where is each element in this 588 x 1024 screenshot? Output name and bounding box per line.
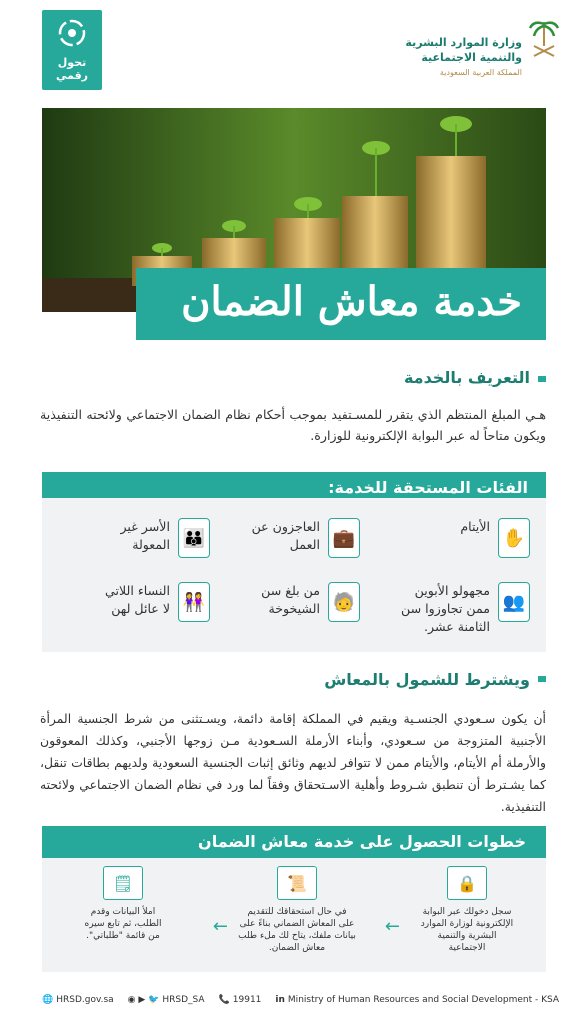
phone-icon: 📞 bbox=[218, 995, 230, 1005]
category-label: الأيتام bbox=[460, 519, 490, 534]
digital-transformation-icon bbox=[57, 18, 87, 48]
category-label: النساء اللاتي bbox=[105, 583, 170, 598]
category-women-without-provider bbox=[46, 582, 210, 648]
steps-title: خطوات الحصول على خدمة معاش الضمان bbox=[42, 826, 546, 858]
step-text: في حال استحقاقك للتقديم bbox=[247, 907, 347, 917]
briefcase-icon: 💼 bbox=[328, 518, 360, 558]
step-submit bbox=[58, 866, 188, 942]
header bbox=[0, 0, 588, 100]
footer-phone[interactable]: 📞 19911 bbox=[218, 995, 262, 1005]
step-text: البشرية والتنمية bbox=[437, 931, 497, 941]
women-icon: 👭 bbox=[178, 582, 210, 622]
globe-icon: 🌐 bbox=[42, 995, 54, 1005]
hands-icon: ✋ bbox=[498, 518, 530, 558]
intro-section-title: التعريف بالخدمة bbox=[403, 368, 530, 387]
digital-transformation-badge bbox=[42, 10, 102, 90]
categories-panel bbox=[42, 498, 546, 652]
category-label: من بلغ سن bbox=[261, 583, 320, 598]
step-text: الاجتماعية bbox=[448, 943, 486, 953]
step-text: معاش الضمان. bbox=[268, 943, 326, 953]
certificate-icon: 📜 bbox=[277, 866, 317, 900]
conditions-text: أن يكون سـعودي الجنسـية ويقيم في المملكة إقامة دائمة، ويسـتثنى من شرط الجنسية المرأة الأجنبية المتزوجة من سـعودي، وأبناء الأرملة السـعودية مـن زوجها الأجنبي، وكذلك المعوقون والأرملة أم الأيتام، والأيتام ممن لا تتوافر لديهم وثائق إثبات الجنسية السعودية ولديهم بطاقات تنقل، كما يشـترط أن تنطبق شـروط وأهلية الاسـتحقاق وفقاً لما ورد في نظام الضمان الاجتماعي ولائحته التنفيذية. bbox=[40, 711, 546, 814]
category-label: الثامنة عشر. bbox=[424, 619, 490, 634]
category-label: ممن تجاوزوا سن bbox=[401, 601, 490, 616]
category-unknown-parents bbox=[366, 582, 530, 648]
intro-text: هـي المبلغ المنتظم الذي يتقرر للمسـتفيد بموجب أحكام نظام الضمان الاجتماعي ولائحته التنفيذية ويكون متاحاً له عبر البوابة الإلكترونية للوزارة. bbox=[40, 407, 546, 443]
category-label: الأسر غير bbox=[120, 519, 170, 534]
footer bbox=[42, 990, 560, 1010]
steps-panel bbox=[42, 858, 546, 972]
ministry-name-line-2: والتنمية الاجتماعية bbox=[421, 51, 522, 64]
step-text: على المعاش الضماني بناءً على bbox=[239, 919, 355, 929]
lock-icon: 🔒 bbox=[447, 866, 487, 900]
intro-accent-bar bbox=[538, 376, 546, 382]
category-label: العمل bbox=[289, 537, 320, 552]
footer-website[interactable]: 🌐 HRSD.gov.sa bbox=[42, 995, 114, 1005]
step-login bbox=[402, 866, 532, 954]
category-label: مجهولو الأبوين bbox=[414, 583, 490, 598]
category-orphans bbox=[366, 518, 530, 584]
ministry-name-line-1: وزارة الموارد البشرية bbox=[405, 36, 522, 49]
category-label: الشيخوخة bbox=[268, 601, 320, 616]
hero-title: خدمة معاش الضمان bbox=[136, 268, 546, 340]
badge-line-1: تحول bbox=[57, 56, 87, 69]
linkedin-icon: in bbox=[275, 995, 285, 1005]
category-label: العاجزون عن bbox=[251, 519, 320, 534]
step-text: الإلكترونية لوزارة الموارد bbox=[420, 919, 514, 929]
ministry-logo-block bbox=[402, 16, 562, 86]
badge-line-2: رقمي bbox=[55, 69, 89, 82]
step-eligibility bbox=[232, 866, 362, 954]
conditions-section-title: ويشترط للشمول بالمعاش bbox=[324, 670, 530, 689]
step-text: سجل دخولك عبر البوابة bbox=[422, 907, 512, 917]
category-unable-to-work bbox=[196, 518, 360, 584]
palm-emblem-icon bbox=[526, 16, 562, 64]
social-media-icon: ◉ ▶ 🐦 bbox=[127, 995, 160, 1005]
category-elderly bbox=[196, 582, 360, 648]
kingdom-name: المملكة العربية السعودية bbox=[439, 68, 522, 77]
elderly-icon: 🧓 bbox=[328, 582, 360, 622]
arrow-left-icon: ← bbox=[212, 916, 228, 937]
category-label: المعولة bbox=[132, 537, 170, 552]
people-icon: 👥 bbox=[498, 582, 530, 622]
footer-social[interactable]: ◉ ▶ 🐦 HRSD_SA bbox=[127, 995, 205, 1005]
step-text: من قائمة "طلباتي". bbox=[86, 931, 160, 941]
conditions-accent-bar bbox=[538, 676, 546, 682]
categories-title: الفئات المستحقة للخدمة: bbox=[42, 472, 546, 504]
step-text: الطلب، ثم تابع سيره bbox=[84, 919, 162, 929]
category-label: لا عائل لهن bbox=[111, 601, 170, 616]
step-text: املأ البيانات وقدم bbox=[90, 907, 156, 917]
step-text: بيانات ملفك، يتاح لك ملء طلب bbox=[238, 931, 356, 941]
arrow-left-icon: ← bbox=[384, 916, 400, 937]
family-icon: 👪 bbox=[178, 518, 210, 558]
form-icon: 🗒 bbox=[103, 866, 143, 900]
footer-linkedin[interactable]: in Ministry of Human Resources and Social Development - KSA bbox=[275, 995, 560, 1005]
category-unsupported-families bbox=[46, 518, 210, 584]
